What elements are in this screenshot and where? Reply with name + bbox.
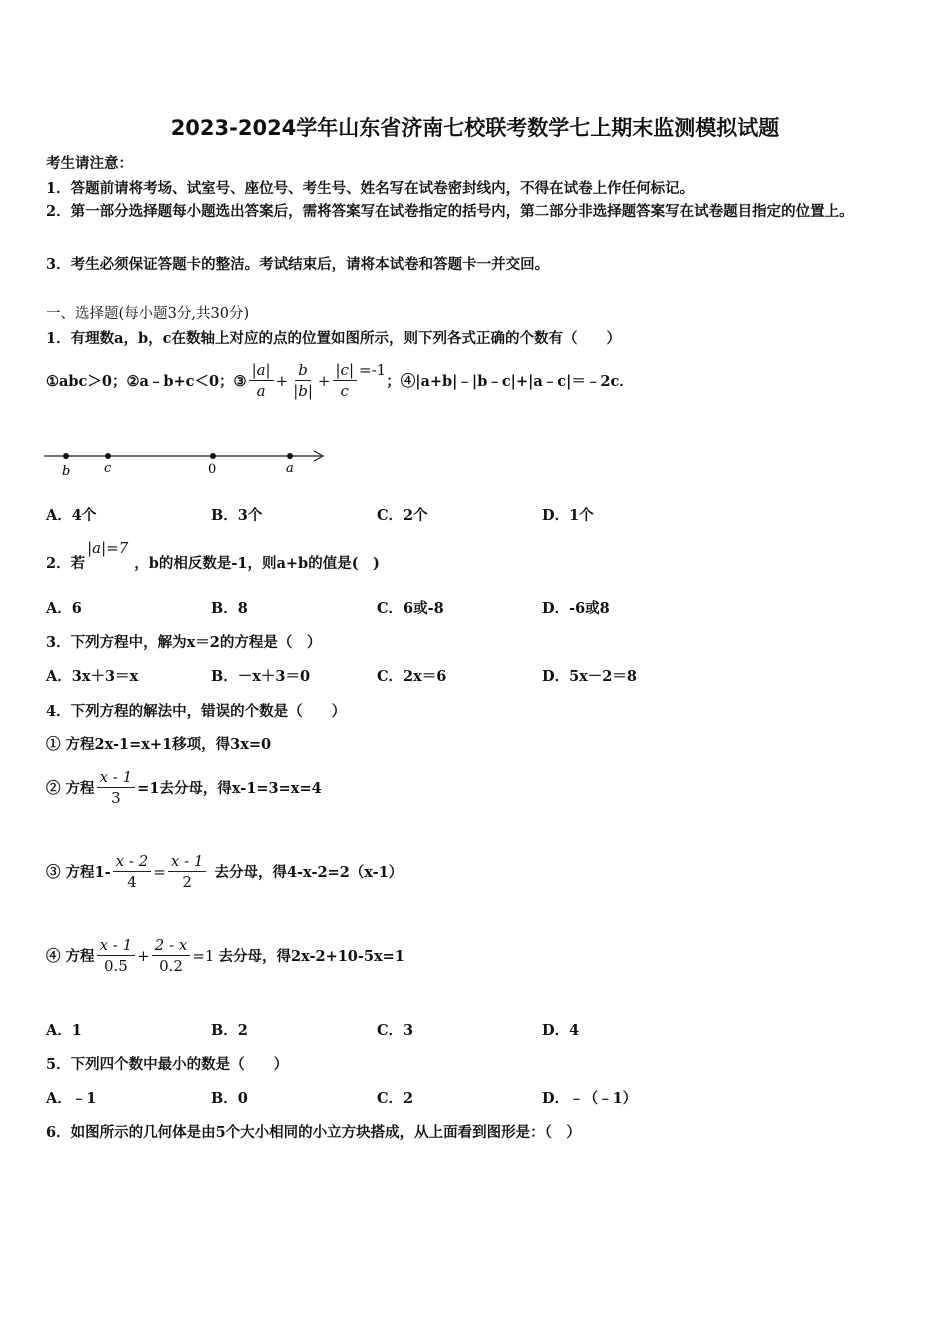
q4-item-2: ② 方程 $\frac{x - 1}{3}$ =1去分母，得x-1=3=x=4 <box>46 768 322 807</box>
q3-stem: 3．下列方程中，解为x＝2的方程是（ ） <box>46 634 322 651</box>
q2-option-a: A．6 <box>46 600 82 617</box>
q3-option-a: A．3x＋3＝x <box>46 668 139 685</box>
q2-abs-expression: |a|=7 <box>87 539 129 557</box>
q1-option-a: A．4个 <box>46 507 97 524</box>
q4-option-d: D．4 <box>542 1022 580 1039</box>
point-zero <box>210 453 216 459</box>
q5-option-b: B．0 <box>211 1090 248 1107</box>
q5-stem: 5．下列四个数中最小的数是（ ） <box>46 1056 289 1073</box>
q1-statements: ①abc＞0；②a﹣b+c＜0；③ $\frac{|a|}{a}$ + $\frac{b}{|b|}$ + $\frac{|c|}{c}$ =-1 ；④|a+b|﹣|b﹣c|+|a﹣c|＝﹣2c． <box>46 360 634 400</box>
point-b <box>63 453 69 459</box>
q4-item-4: ④ 方程 $\frac{x - 1}{0.5}$ + $\frac{2 - x}{0.2}$ =1 去分母，得2x-2+10-5x=1 <box>46 936 405 975</box>
q4-option-a: A．1 <box>46 1022 82 1039</box>
notice-item-2: 2．第一部分选择题每小题选出答案后，需将答案写在试卷指定的括号内，第二部分非选择题答案写在试卷题目指定的位置上。 <box>46 203 854 220</box>
q1-stem: 1．有理数a，b，c在数轴上对应的点的位置如图所示，则下列各式正确的个数有（ ） <box>46 330 621 347</box>
q1-equals: =-1 <box>359 360 387 379</box>
label-zero: 0 <box>208 462 217 477</box>
section-heading: 一、选择题(每小题3分,共30分) <box>46 306 250 322</box>
q4-stem: 4．下列方程的解法中，错误的个数是（ ） <box>46 703 347 720</box>
notice-item-3: 3．考生必须保证答题卡的整洁。考试结束后，请将本试卷和答题卡一并交回。 <box>46 256 550 273</box>
point-a <box>287 453 293 459</box>
q2-option-c: C．6或-8 <box>377 600 444 617</box>
q5-option-d: D．﹣（﹣1） <box>542 1090 638 1107</box>
q1-fraction-1: $\frac{|a|}{a}$ <box>249 360 274 401</box>
page-title: 2023-2024学年山东省济南七校联考数学七上期末监测模拟试题 <box>170 116 780 140</box>
q4-item-4-fraction-1: $\frac{x - 1}{0.5}$ <box>97 935 136 976</box>
q3-option-b: B．－x＋3＝0 <box>211 668 311 685</box>
q4-item-1: ① 方程2x-1=x+1移项，得3x=0 <box>46 736 272 753</box>
q4-item-3: ③ 方程1- $\frac{x - 2}{4}$ = $\frac{x - 1}{2}$ 去分母，得4-x-2=2（x-1） <box>46 852 404 891</box>
q2-stem: 2．若|a|=7，b的相反数是-1，则a+b的值是( ) <box>46 539 380 572</box>
q4-option-b: B．2 <box>211 1022 248 1039</box>
q4-item-4-fraction-2: $\frac{2 - x}{0.2}$ <box>152 935 191 976</box>
label-c: c <box>104 461 112 476</box>
q3-option-d: D．5x－2＝8 <box>542 668 637 685</box>
q1-fraction-3: $\frac{|c|}{c}$ <box>333 360 358 401</box>
q5-option-a: A．﹣1 <box>46 1090 97 1107</box>
q1-statements-a: ①abc＞0；②a﹣b+c＜0；③ <box>46 373 247 390</box>
point-c <box>105 453 111 459</box>
q2-option-d: D．-6或8 <box>542 600 610 617</box>
q5-option-c: C．2 <box>377 1090 414 1107</box>
q1-number-line <box>44 444 334 478</box>
notice-item-1: 1．答题前请将考场、试室号、座位号、考生号、姓名写在试卷密封线内，不得在试卷上作任何标记。 <box>46 180 695 197</box>
q1-option-d: D．1个 <box>542 507 594 524</box>
q1-statements-b: ；④|a+b|﹣|b﹣c|+|a﹣c|＝﹣2c． <box>386 373 634 390</box>
q4-item-2-fraction: $\frac{x - 1}{3}$ <box>97 767 136 808</box>
q6-stem: 6．如图所示的几何体是由5个大小相同的小立方块搭成，从上面看到图形是：（ ） <box>46 1124 581 1141</box>
q1-option-c: C．2个 <box>377 507 428 524</box>
q4-item-3-fraction-1: $\frac{x - 2}{4}$ <box>113 851 152 892</box>
q4-option-c: C．3 <box>377 1022 414 1039</box>
q1-option-b: B．3个 <box>211 507 263 524</box>
q3-option-c: C．2x＝6 <box>377 668 447 685</box>
q1-fraction-2: $\frac{b}{|b|}$ <box>293 361 313 400</box>
q4-item-3-fraction-2: $\frac{x - 1}{2}$ <box>168 851 207 892</box>
q2-option-b: B．8 <box>211 600 248 617</box>
label-b: b <box>62 464 71 478</box>
notice-heading: 考生请注意： <box>46 155 133 172</box>
label-a: a <box>286 461 294 476</box>
